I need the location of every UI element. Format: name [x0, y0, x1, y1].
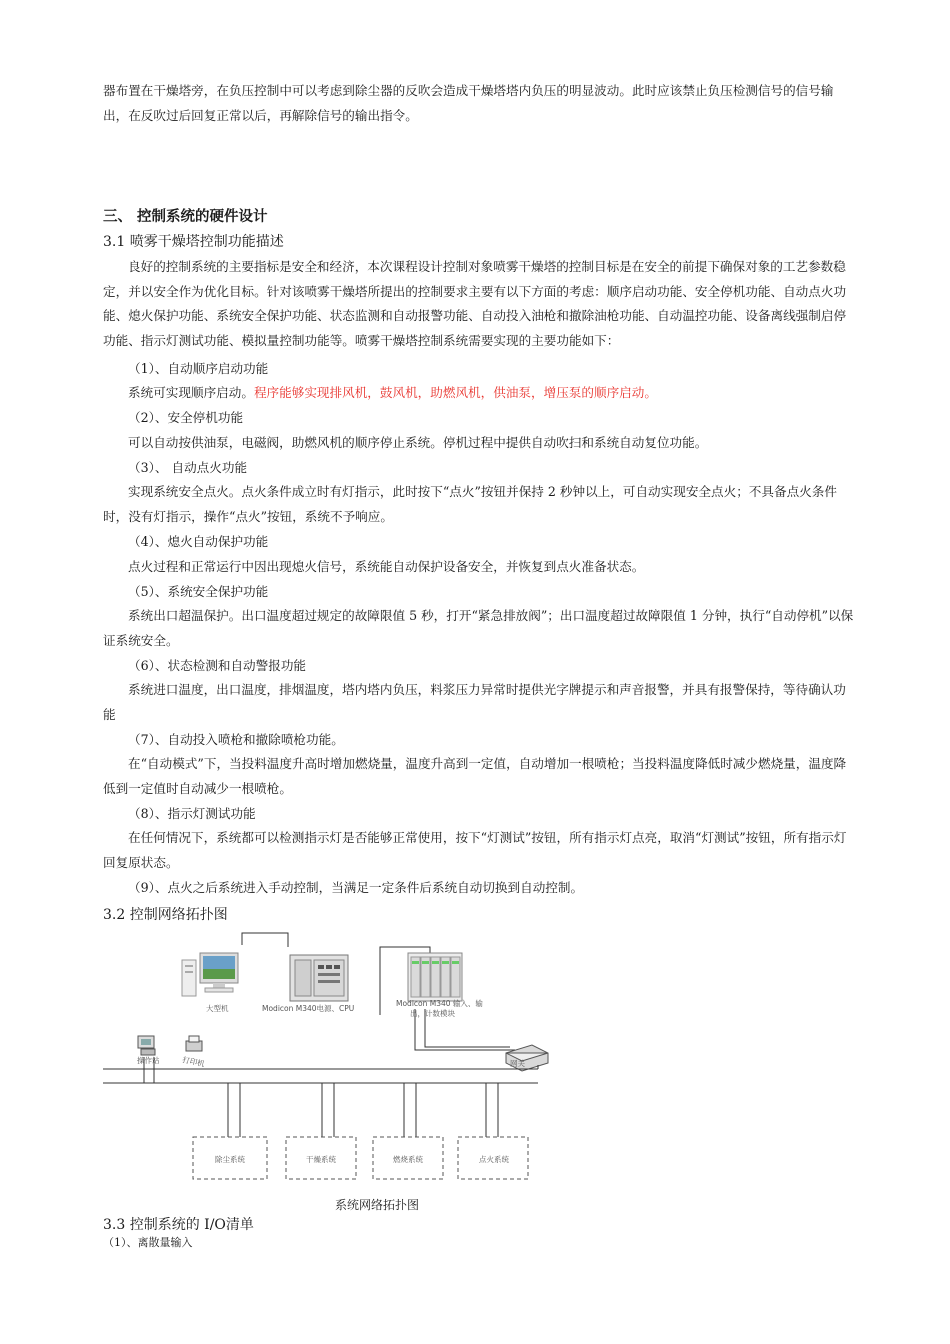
mainframe-icon: [182, 953, 238, 996]
io-label-line1: Modicon M340 输入、输: [396, 999, 483, 1008]
cpu-rack-icon: [290, 955, 348, 1001]
item-6-desc: 系统进口温度，出口温度，排烟温度，塔内塔内负压，料浆压力异常时提供光字牌提示和声音报警，并具有报警保持，等待确认功能: [103, 682, 846, 722]
item-1-desc-text: 系统可实现顺序启动。: [128, 385, 254, 400]
diagram-caption: 系统网络拓扑图: [335, 1198, 420, 1212]
gateway-label: 网关: [510, 1059, 525, 1068]
item-4-title: （4）、熄火自动保护功能: [128, 534, 269, 549]
operator-station-icon: [138, 1036, 155, 1055]
subsystem-dust-removal: 除尘系统: [215, 1155, 245, 1164]
item-8-title: （8）、指示灯测试功能: [128, 806, 256, 821]
item-3-desc: 实现系统安全点火。点火条件成立时有灯指示，此时按下“点火”按钮并保持 2 秒钟以上，可自动实现安全点火；不具备点火条件时，没有灯指示，操作“点火”按钮，系统不予响应。: [103, 484, 837, 524]
io-list-discrete-input-label: （1）、离散量输入: [103, 1236, 193, 1249]
item-6-title: （6）、状态检测和自动警报功能: [128, 658, 307, 673]
item-5-title: （5）、系统安全保护功能: [128, 584, 269, 599]
connection-lines: [242, 933, 515, 1050]
intro-paragraph: 器布置在干燥塔旁，在负压控制中可以考虑到除尘器的反吹会造成干燥塔塔内负压的明显波动。此时应该禁止负压检测信号的信号输出，在反吹过后回复正常以后，再解除信号的输出指令。: [103, 83, 834, 123]
network-topology-diagram: [0, 925, 950, 1185]
subsystem-ignition: 点火系统: [479, 1155, 509, 1164]
printer-icon: [186, 1036, 202, 1051]
s31-intro-paragraph: 良好的控制系统的主要指标是安全和经济，本次课程设计控制对象喷雾干燥塔的控制目标是在安全的前提下确保对象的工艺参数稳定，并以安全作为优化目标。针对该喷雾干燥塔所提出的控制要求主要有以下方面的考虑：顺序启动功能、安全停机功能、自动点火功能、熄火保护功能、系统安全保护功能、状态监测和自动报警功能、自动投入油枪和撤除油枪功能、自动温控功能、设备离线强制启停功能、指示灯测试功能、模拟量控制功能等。喷雾干燥塔控制系统需要实现的主要功能如下：: [103, 259, 847, 348]
item-1-desc-highlight: 程序能够实现排风机，鼓风机，助燃风机，供油泵，增压泵的顺序启动。: [253, 385, 657, 400]
subsection-3-1-title: 3.1 喷雾干燥塔控制功能描述: [103, 234, 284, 250]
item-5-desc: 系统出口超温保护。出口温度超过规定的故障限值 5 秒，打开“紧急排放阀”；出口温度超过故障限值 1 分钟，执行“自动停机”以保证系统安全。: [103, 608, 854, 648]
item-2-desc: 可以自动按供油泵，电磁阀，助燃风机的顺序停止系统。停机过程中提供自动吹扫和系统自动复位功能。: [128, 435, 708, 450]
item-4-desc: 点火过程和正常运行中因出现熄火信号，系统能自动保护设备安全，并恢复到点火准备状态。: [128, 559, 645, 574]
subsystem-combustion: 燃烧系统: [393, 1155, 423, 1164]
mainframe-label: 大型机: [206, 1004, 229, 1013]
subsystem-drying: 干燥系统: [306, 1155, 336, 1164]
item-9-title: （9）、点火之后系统进入手动控制，当满足一定条件后系统自动切换到自动控制。: [128, 880, 584, 895]
operator-station-label: 操作站: [137, 1056, 160, 1065]
cpu-label: Modicon M340电源、CPU: [262, 1004, 355, 1013]
io-rack-icon: [408, 953, 462, 1001]
item-7-desc: 在“自动模式”下，当投料温度升高时增加燃烧量，温度升高到一定值，自动增加一根喷枪；当投料温度降低时减少燃烧量，温度降低到一定值时自动减少一根喷枪。: [103, 756, 847, 796]
item-8-desc: 在任何情况下，系统都可以检测指示灯是否能够正常使用，按下“灯测试”按钮，所有指示灯点亮，取消“灯测试”按钮，所有指示灯回复原状态。: [103, 830, 847, 870]
section-heading: 三、 控制系统的硬件设计: [103, 209, 268, 225]
item-1-desc: [128, 381, 657, 405]
network-bus: [103, 1057, 538, 1137]
item-7-title: （7）、自动投入喷枪和撤除喷枪功能。: [128, 732, 344, 747]
subsection-3-2-title: 3.2 控制网络拓扑图: [103, 907, 228, 923]
subsection-3-3-title: 3.3 控制系统的 I/O清单: [103, 1217, 254, 1233]
item-3-title: （3）、 自动点火功能: [128, 460, 248, 475]
item-1-title: （1）、自动顺序启动功能: [128, 361, 269, 376]
item-2-title: （2）、安全停机功能: [128, 410, 244, 425]
printer-label: 打印机: [181, 1055, 206, 1069]
io-label-line2: 出，计数模块: [410, 1009, 455, 1018]
